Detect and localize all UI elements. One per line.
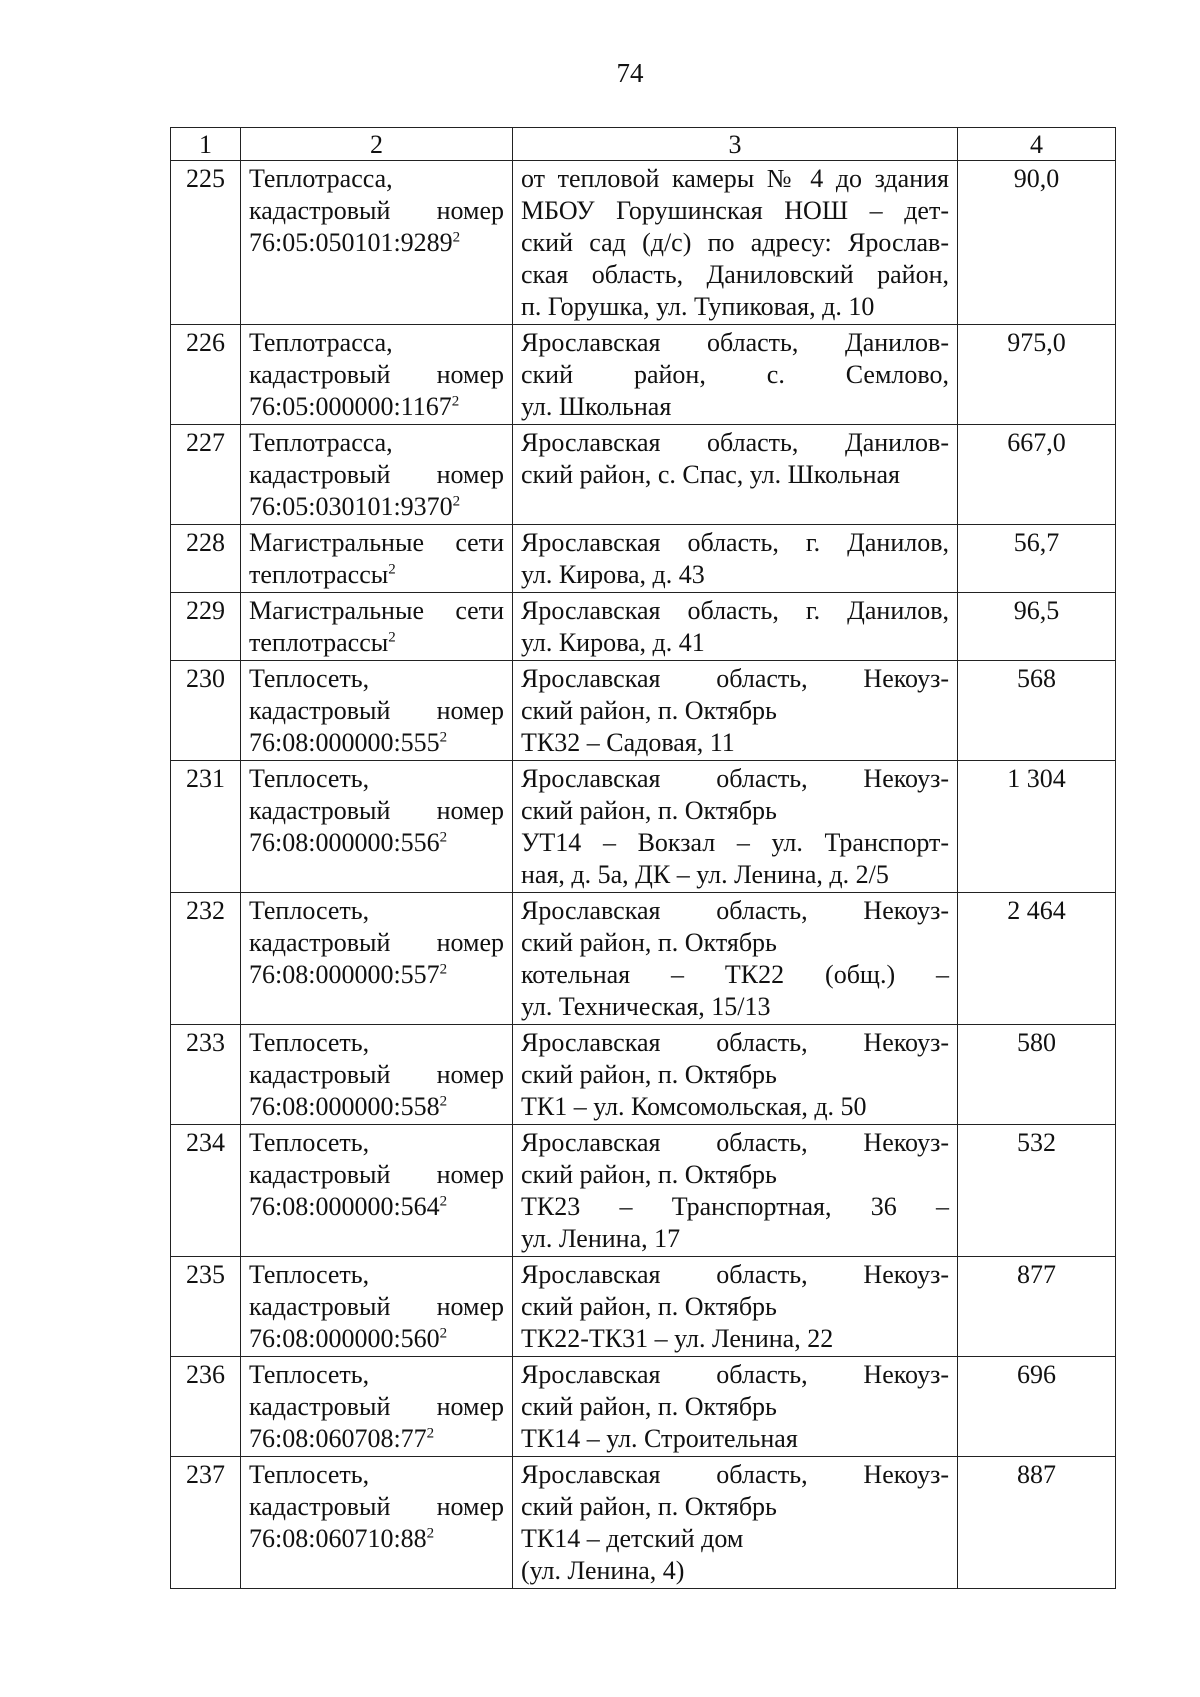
address-line: ский район, с. Спас, ул. Школьная xyxy=(521,460,901,489)
page-number: 74 xyxy=(616,58,644,88)
address-line: ский район, п. Октябрь xyxy=(521,796,777,825)
address-line: ТК14 – ул. Строительная xyxy=(521,1424,798,1453)
object-name-line xyxy=(249,1359,504,1391)
object-name-text: кадастровый номер xyxy=(249,196,504,225)
address-line: ТК14 – детский дом xyxy=(521,1524,744,1553)
object-name-text: 76:08:000000:555 xyxy=(249,728,440,757)
address-line: ная, д. 5а, ДК – ул. Ленина, д. 2/5 xyxy=(521,860,889,889)
address-cell xyxy=(513,425,958,525)
footnote-marker: 2 xyxy=(388,629,396,646)
object-name-text: кадастровый номер xyxy=(249,460,504,489)
address-line: ТК1 – ул. Комсомольская, д. 50 xyxy=(521,1092,867,1121)
object-name-cell xyxy=(241,893,513,1025)
address-line: ул. Ленина, 17 xyxy=(521,1224,681,1253)
length-cell: 96,5 xyxy=(958,593,1116,661)
object-name-line xyxy=(249,727,504,759)
object-name-text: 76:08:000000:558 xyxy=(249,1092,440,1121)
column-header: 3 xyxy=(513,128,958,161)
object-name-line xyxy=(249,327,504,359)
object-name-cell xyxy=(241,1357,513,1457)
object-name-cell xyxy=(241,525,513,593)
address-line: ский район, п. Октябрь xyxy=(521,1292,777,1321)
address-line: ул. Кирова, д. 43 xyxy=(521,560,705,589)
row-number: 235 xyxy=(171,1257,241,1357)
object-name-line xyxy=(249,1091,504,1123)
object-name-text: 76:08:000000:560 xyxy=(249,1324,440,1353)
footnote-marker: 2 xyxy=(439,829,448,846)
object-name-line xyxy=(249,1523,504,1555)
length-cell: 532 xyxy=(958,1125,1116,1257)
table-row xyxy=(171,893,1116,1025)
address-line: Ярославская область, Некоуз- xyxy=(521,1028,949,1057)
object-name-line xyxy=(249,391,504,423)
object-name-text: Теплосеть, xyxy=(249,1028,370,1057)
object-name-text: Теплосеть, xyxy=(249,764,370,793)
object-name-cell xyxy=(241,661,513,761)
length-cell: 568 xyxy=(958,661,1116,761)
object-name-line xyxy=(249,359,504,391)
object-name-text: 76:05:000000:1167 xyxy=(249,392,452,421)
object-name-cell xyxy=(241,593,513,661)
object-name-text: кадастровый номер xyxy=(249,928,504,957)
object-name-line xyxy=(249,1191,504,1223)
object-name-line xyxy=(249,1259,504,1291)
length-cell: 1 304 xyxy=(958,761,1116,893)
object-name-line xyxy=(249,163,504,195)
object-name-text: кадастровый номер xyxy=(249,696,504,725)
object-name-line xyxy=(249,527,504,559)
object-name-text: Теплосеть, xyxy=(249,1460,370,1489)
footnote-marker: 2 xyxy=(439,1193,448,1210)
table-row xyxy=(171,425,1116,525)
table-row xyxy=(171,1257,1116,1357)
address-cell xyxy=(513,325,958,425)
footnote-marker: 2 xyxy=(439,961,448,978)
length-cell: 975,0 xyxy=(958,325,1116,425)
object-name-text: кадастровый номер xyxy=(249,1060,504,1089)
address-line: ский район, п. Октябрь xyxy=(521,1492,777,1521)
footnote-marker: 2 xyxy=(451,393,460,410)
length-cell: 580 xyxy=(958,1025,1116,1125)
address-line: Ярославская область, г. Данилов, xyxy=(521,528,949,557)
object-name-text: теплотрассы xyxy=(249,628,389,657)
address-line: УТ14 – Вокзал – ул. Транспорт- xyxy=(521,828,949,857)
length-cell: 696 xyxy=(958,1357,1116,1457)
row-number: 231 xyxy=(171,761,241,893)
address-cell xyxy=(513,593,958,661)
object-name-text: 76:08:060710:88 xyxy=(249,1524,427,1553)
address-line: ул. Кирова, д. 41 xyxy=(521,628,705,657)
address-line: п. Горушка, ул. Тупиковая, д. 10 xyxy=(521,292,875,321)
object-name-line xyxy=(249,1291,504,1323)
column-header: 1 xyxy=(171,128,241,161)
address-line: ский район, п. Октябрь xyxy=(521,1060,777,1089)
object-name-line xyxy=(249,195,504,227)
object-name-text: Теплосеть, xyxy=(249,664,370,693)
object-name-line xyxy=(249,795,504,827)
table-row xyxy=(171,1357,1116,1457)
object-name-line xyxy=(249,1059,504,1091)
object-name-line xyxy=(249,1127,504,1159)
object-name-line xyxy=(249,827,504,859)
object-name-text: Теплосеть, xyxy=(249,896,370,925)
object-name-line xyxy=(249,1423,504,1455)
address-cell xyxy=(513,1457,958,1589)
address-line: ский район, п. Октябрь xyxy=(521,1160,777,1189)
row-number: 225 xyxy=(171,161,241,325)
address-line: Ярославская область, г. Данилов, xyxy=(521,596,949,625)
address-line: ский район, с. Семлово, xyxy=(521,360,949,389)
object-name-line xyxy=(249,1391,504,1423)
footnote-marker: 2 xyxy=(439,1325,448,1342)
footnote-marker: 2 xyxy=(452,493,461,510)
object-name-text: 76:08:000000:557 xyxy=(249,960,440,989)
row-number: 227 xyxy=(171,425,241,525)
row-number: 226 xyxy=(171,325,241,425)
object-name-line xyxy=(249,459,504,491)
table-row xyxy=(171,1125,1116,1257)
object-name-text: кадастровый номер xyxy=(249,360,504,389)
object-name-text: Магистральные сети xyxy=(249,596,504,625)
length-cell: 877 xyxy=(958,1257,1116,1357)
address-cell xyxy=(513,1125,958,1257)
length-cell: 887 xyxy=(958,1457,1116,1589)
object-name-cell xyxy=(241,1257,513,1357)
address-line: Ярославская область, Некоуз- xyxy=(521,896,949,925)
object-name-text: Теплотрасса, xyxy=(249,164,393,193)
footnote-marker: 2 xyxy=(439,729,448,746)
footnote-marker: 2 xyxy=(426,1425,435,1442)
table-row xyxy=(171,525,1116,593)
address-line: ТК32 – Садовая, 11 xyxy=(521,728,735,757)
footnote-marker: 2 xyxy=(426,1525,435,1542)
address-line: котельная – ТК22 (общ.) – xyxy=(521,960,949,989)
object-name-cell xyxy=(241,1025,513,1125)
row-number: 229 xyxy=(171,593,241,661)
object-name-line xyxy=(249,427,504,459)
row-number: 236 xyxy=(171,1357,241,1457)
object-name-line xyxy=(249,491,504,523)
object-name-line xyxy=(249,663,504,695)
address-line: Ярославская область, Данилов- xyxy=(521,328,949,357)
address-cell xyxy=(513,1025,958,1125)
footnote-marker: 2 xyxy=(439,1093,448,1110)
object-name-line xyxy=(249,927,504,959)
row-number: 228 xyxy=(171,525,241,593)
address-line: Ярославская область, Некоуз- xyxy=(521,664,949,693)
object-name-text: 76:08:060708:77 xyxy=(249,1424,427,1453)
object-name-line xyxy=(249,895,504,927)
address-cell xyxy=(513,761,958,893)
length-cell: 90,0 xyxy=(958,161,1116,325)
column-header: 2 xyxy=(241,128,513,161)
object-name-text: 76:05:030101:9370 xyxy=(249,492,453,521)
table-row xyxy=(171,1025,1116,1125)
object-name-text: Теплосеть, xyxy=(249,1260,370,1289)
address-line: Ярославская область, Некоуз- xyxy=(521,764,949,793)
row-number: 233 xyxy=(171,1025,241,1125)
object-name-cell xyxy=(241,761,513,893)
address-line: ТК22-ТК31 – ул. Ленина, 22 xyxy=(521,1324,834,1353)
object-name-text: кадастровый номер xyxy=(249,1160,504,1189)
object-name-text: Теплосеть, xyxy=(249,1128,370,1157)
address-cell xyxy=(513,1257,958,1357)
heating-network-table xyxy=(170,127,1116,1589)
address-line: Ярославская область, Некоуз- xyxy=(521,1460,949,1489)
object-name-text: кадастровый номер xyxy=(249,1292,504,1321)
address-line: Ярославская область, Некоуз- xyxy=(521,1360,949,1389)
object-name-cell xyxy=(241,161,513,325)
object-name-text: Теплосеть, xyxy=(249,1360,370,1389)
table-row xyxy=(171,593,1116,661)
table-body xyxy=(171,128,1116,1589)
address-cell xyxy=(513,1357,958,1457)
address-line: ский район, п. Октябрь xyxy=(521,928,777,957)
address-cell xyxy=(513,161,958,325)
row-number: 230 xyxy=(171,661,241,761)
object-name-line xyxy=(249,1159,504,1191)
address-line: ский сад (д/с) по адресу: Ярослав- xyxy=(521,228,949,257)
address-cell xyxy=(513,525,958,593)
object-name-line xyxy=(249,595,504,627)
table-row xyxy=(171,761,1116,893)
object-name-cell xyxy=(241,325,513,425)
address-line: ский район, п. Октябрь xyxy=(521,1392,777,1421)
footnote-marker: 2 xyxy=(388,561,396,578)
address-line: Ярославская область, Некоуз- xyxy=(521,1128,949,1157)
address-line: Ярославская область, Некоуз- xyxy=(521,1260,949,1289)
object-name-line xyxy=(249,227,504,259)
address-line: МБОУ Горушинская НОШ – дет- xyxy=(521,196,949,225)
object-name-text: 76:08:000000:564 xyxy=(249,1192,440,1221)
object-name-line xyxy=(249,1027,504,1059)
object-name-line xyxy=(249,1459,504,1491)
column-header: 4 xyxy=(958,128,1116,161)
object-name-line xyxy=(249,763,504,795)
row-number: 232 xyxy=(171,893,241,1025)
address-line: от тепловой камеры № 4 до здания xyxy=(521,164,949,193)
length-cell: 667,0 xyxy=(958,425,1116,525)
object-name-text: 76:05:050101:9289 xyxy=(249,228,453,257)
object-name-line xyxy=(249,695,504,727)
object-name-cell xyxy=(241,1457,513,1589)
object-name-text: теплотрассы xyxy=(249,560,389,589)
object-name-line xyxy=(249,959,504,991)
address-cell xyxy=(513,893,958,1025)
address-line: (ул. Ленина, 4) xyxy=(521,1556,685,1585)
table-row xyxy=(171,325,1116,425)
object-name-line xyxy=(249,559,504,591)
object-name-cell xyxy=(241,1125,513,1257)
table-header-row xyxy=(171,128,1116,161)
footnote-marker: 2 xyxy=(452,229,461,246)
address-cell xyxy=(513,661,958,761)
object-name-text: кадастровый номер xyxy=(249,796,504,825)
object-name-text: Теплотрасса, xyxy=(249,428,393,457)
object-name-text: Теплотрасса, xyxy=(249,328,393,357)
table-row xyxy=(171,661,1116,761)
length-cell: 56,7 xyxy=(958,525,1116,593)
object-name-text: 76:08:000000:556 xyxy=(249,828,440,857)
address-line: Ярославская область, Данилов- xyxy=(521,428,949,457)
row-number: 234 xyxy=(171,1125,241,1257)
address-line: ул. Техническая, 15/13 xyxy=(521,992,771,1021)
table-row xyxy=(171,161,1116,325)
address-line: ская область, Даниловский район, xyxy=(521,260,949,289)
address-line: ТК23 – Транспортная, 36 – xyxy=(521,1192,949,1221)
length-cell: 2 464 xyxy=(958,893,1116,1025)
object-name-text: кадастровый номер xyxy=(249,1392,504,1421)
address-line: ул. Школьная xyxy=(521,392,672,421)
object-name-line xyxy=(249,1491,504,1523)
row-number: 237 xyxy=(171,1457,241,1589)
object-name-cell xyxy=(241,425,513,525)
object-name-text: кадастровый номер xyxy=(249,1492,504,1521)
address-line: ский район, п. Октябрь xyxy=(521,696,777,725)
object-name-text: Магистральные сети xyxy=(249,528,504,557)
table-row xyxy=(171,1457,1116,1589)
object-name-line xyxy=(249,627,504,659)
object-name-line xyxy=(249,1323,504,1355)
